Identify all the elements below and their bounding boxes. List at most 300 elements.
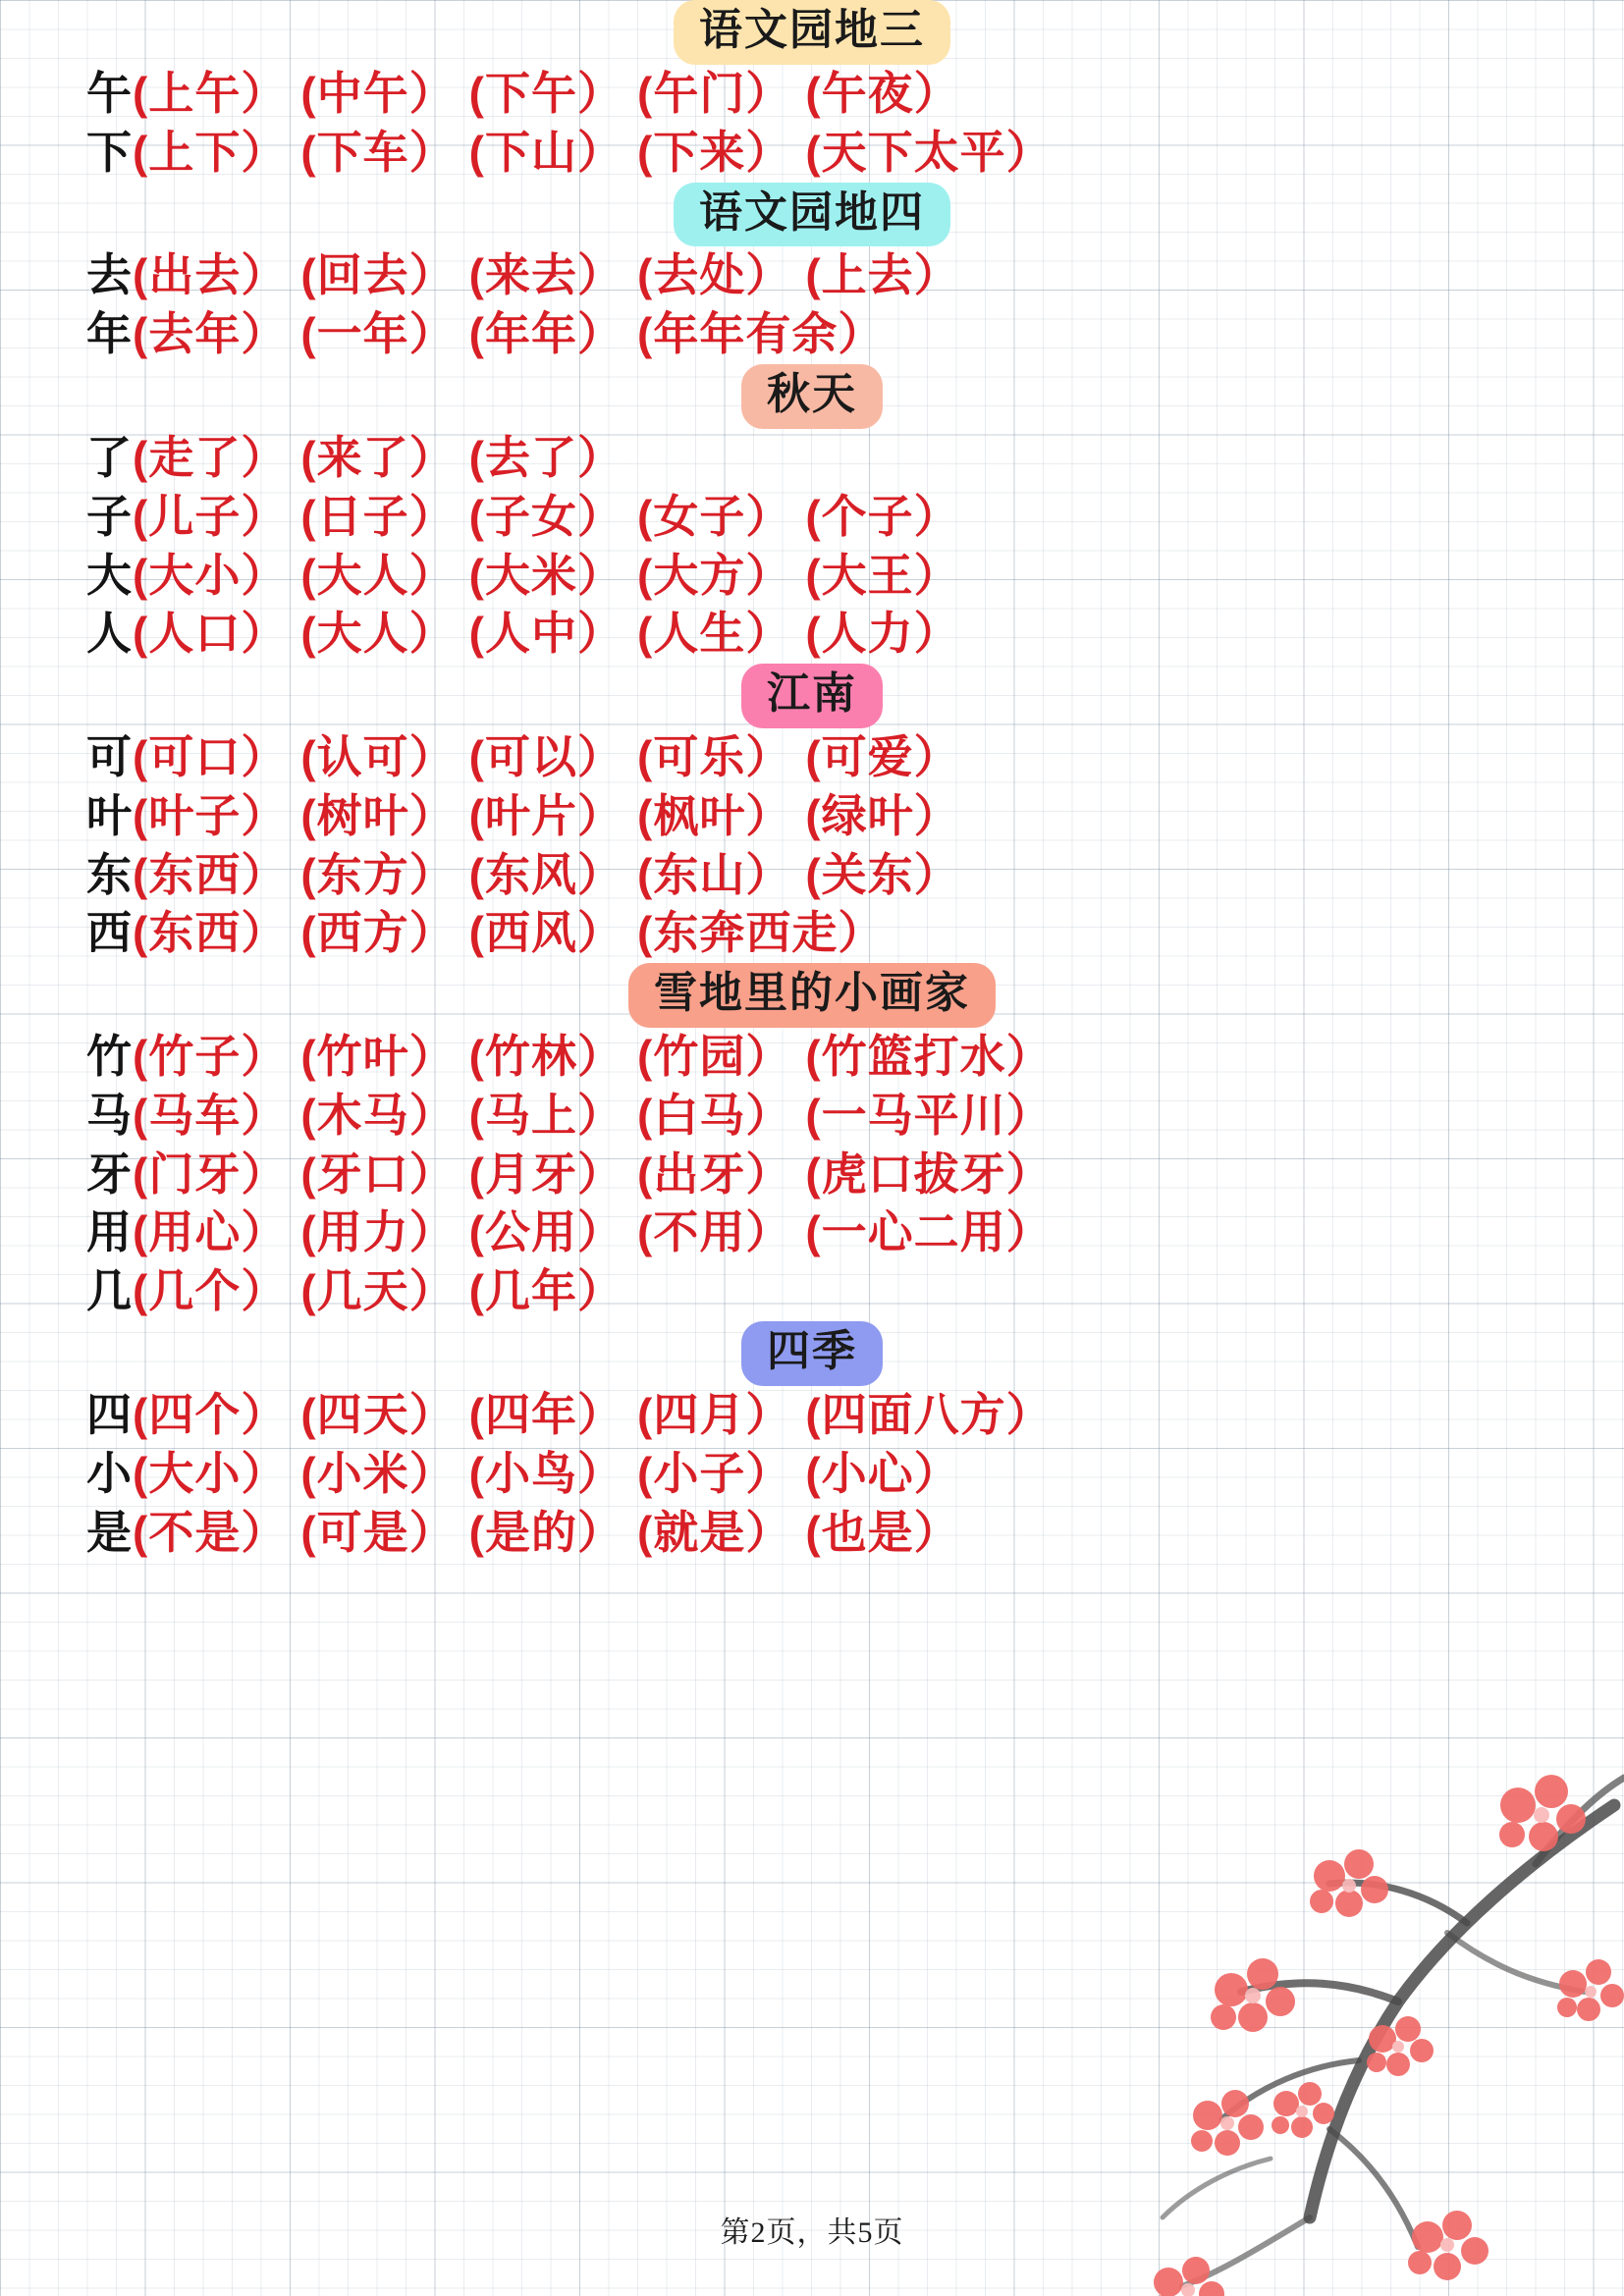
word-group — [805, 849, 959, 900]
word-group — [637, 608, 791, 659]
paren-close: ） — [913, 249, 960, 301]
word-group — [300, 1265, 455, 1316]
word-group — [469, 1265, 623, 1316]
paren-close: ） — [576, 907, 623, 959]
word-group — [133, 1031, 287, 1082]
word-text: 叶子 — [148, 789, 242, 841]
word-line — [0, 1386, 1624, 1445]
word-text: 竹林 — [484, 1031, 577, 1083]
paren-open: ( — [133, 308, 149, 360]
paren-open: ( — [300, 249, 317, 301]
word-text: 月牙 — [484, 1148, 577, 1200]
word-text: 西方 — [316, 907, 409, 959]
word-text: 西风 — [484, 907, 577, 959]
word-text: 树叶 — [316, 789, 409, 841]
paren-close: ） — [576, 848, 623, 900]
paren-open: ( — [468, 1388, 485, 1440]
word-group — [133, 731, 287, 782]
paren-open: ( — [636, 126, 654, 178]
paren-open: ( — [468, 308, 485, 360]
word-text: 就是 — [653, 1506, 746, 1558]
word-group — [805, 1148, 1052, 1200]
paren-close: ） — [576, 490, 623, 542]
line-head-character: 东 — [86, 848, 133, 900]
word-text: 日子 — [316, 490, 409, 542]
word-group — [805, 1507, 959, 1558]
word-text: 不用 — [653, 1206, 746, 1258]
word-text: 关东 — [821, 848, 914, 900]
paren-close: ） — [576, 1506, 623, 1558]
word-group — [805, 491, 959, 542]
paren-open: ( — [468, 1206, 485, 1258]
word-text: 下午 — [484, 67, 577, 119]
word-group — [637, 68, 791, 119]
word-group — [133, 127, 287, 178]
word-text: 午夜 — [821, 67, 914, 119]
paren-open: ( — [133, 789, 149, 841]
word-text: 大小 — [148, 549, 242, 601]
paren-open: ( — [636, 848, 654, 900]
word-text: 人生 — [653, 608, 746, 660]
word-group — [637, 1448, 791, 1499]
line-head-character: 下 — [86, 126, 133, 178]
paren-close: ） — [913, 1506, 960, 1558]
paren-open: ( — [133, 67, 149, 119]
word-group — [133, 308, 287, 359]
word-text: 几个 — [148, 1265, 242, 1317]
paren-open: ( — [805, 126, 822, 178]
word-text: 几天 — [316, 1265, 409, 1317]
paren-open: ( — [636, 67, 654, 119]
paren-open: ( — [805, 848, 822, 900]
word-line — [0, 1146, 1624, 1204]
paren-close: ） — [576, 731, 623, 782]
word-group — [469, 907, 623, 958]
word-group — [469, 127, 623, 178]
paren-close: ） — [745, 1447, 792, 1499]
word-text: 白马 — [653, 1089, 746, 1141]
paren-close: ） — [241, 126, 288, 178]
paren-open: ( — [300, 1031, 317, 1083]
paren-open: ( — [133, 1089, 149, 1141]
paren-open: ( — [300, 608, 317, 660]
paren-close: ） — [576, 1148, 623, 1200]
word-line — [0, 904, 1624, 963]
paren-close: ） — [408, 1506, 456, 1558]
line-head-character: 竹 — [86, 1031, 133, 1083]
paren-close: ） — [408, 308, 456, 360]
word-group — [469, 550, 623, 601]
word-text: 公用 — [484, 1206, 577, 1258]
paren-close: ） — [241, 731, 288, 782]
paren-open: ( — [805, 608, 822, 660]
word-text: 四天 — [316, 1388, 409, 1440]
paren-close: ） — [745, 1089, 792, 1141]
paren-open: ( — [468, 789, 485, 841]
word-text: 去年 — [148, 308, 242, 360]
paren-open: ( — [468, 249, 485, 301]
word-text: 竹叶 — [316, 1031, 409, 1083]
paren-open: ( — [300, 1148, 317, 1200]
word-line — [0, 728, 1624, 787]
word-line — [0, 429, 1624, 488]
section-header — [0, 364, 1624, 429]
paren-open: ( — [468, 1089, 485, 1141]
word-group — [469, 1090, 623, 1141]
word-group — [805, 1090, 1052, 1141]
word-group — [300, 1031, 455, 1082]
word-text: 竹篮打水 — [821, 1031, 1006, 1083]
paren-close: ） — [1005, 126, 1053, 178]
paren-close: ） — [913, 789, 960, 841]
word-text: 马车 — [148, 1089, 242, 1141]
word-line — [0, 124, 1624, 183]
word-line — [0, 246, 1624, 305]
paren-close: ） — [745, 848, 792, 900]
paren-open: ( — [636, 308, 654, 360]
paren-open: ( — [300, 1506, 317, 1558]
word-text: 几年 — [484, 1265, 577, 1317]
section-title-pill: 语文园地四 — [674, 183, 950, 247]
word-text: 大王 — [821, 549, 914, 601]
word-group — [805, 550, 959, 601]
word-text: 四年 — [484, 1388, 577, 1440]
paren-open: ( — [468, 1031, 485, 1083]
paren-close: ） — [241, 1089, 288, 1141]
paren-open: ( — [133, 1388, 149, 1440]
word-text: 不是 — [148, 1506, 242, 1558]
word-text: 天下太平 — [821, 126, 1006, 178]
word-group — [300, 849, 455, 900]
word-text: 出去 — [148, 249, 242, 301]
paren-close: ） — [745, 249, 792, 301]
word-text: 也是 — [821, 1506, 914, 1558]
paren-open: ( — [636, 789, 654, 841]
paren-close: ） — [745, 1506, 792, 1558]
word-group — [133, 1389, 287, 1440]
word-line — [0, 547, 1624, 606]
paren-open: ( — [805, 1388, 822, 1440]
paren-open: ( — [133, 249, 149, 301]
line-head-character: 马 — [86, 1089, 133, 1141]
word-group — [637, 249, 791, 300]
word-group — [133, 1507, 287, 1558]
word-line — [0, 846, 1624, 905]
word-group — [300, 1389, 455, 1440]
line-head-character: 午 — [86, 67, 133, 119]
word-group — [637, 849, 791, 900]
word-text: 东山 — [653, 848, 746, 900]
word-group — [300, 432, 455, 483]
paren-open: ( — [133, 1447, 149, 1499]
word-text: 东西 — [148, 848, 242, 900]
paren-open: ( — [805, 549, 822, 601]
word-text: 东奔西走 — [653, 907, 839, 959]
paren-close: ） — [576, 67, 623, 119]
paren-close: ） — [745, 608, 792, 660]
line-head-character: 几 — [86, 1265, 133, 1317]
word-group — [300, 1448, 455, 1499]
word-group — [469, 731, 623, 782]
word-group — [637, 308, 884, 359]
paren-close: ） — [576, 549, 623, 601]
word-text: 一心二用 — [821, 1206, 1006, 1258]
paren-close: ） — [241, 1506, 288, 1558]
word-group — [300, 608, 455, 659]
paren-open: ( — [133, 490, 149, 542]
paren-open: ( — [636, 1447, 654, 1499]
word-text: 小鸟 — [484, 1447, 577, 1499]
paren-close: ） — [408, 1148, 456, 1200]
word-group — [805, 68, 959, 119]
word-text: 四个 — [148, 1388, 242, 1440]
word-text: 回去 — [316, 249, 409, 301]
line-head-character: 牙 — [86, 1148, 133, 1200]
word-text: 可以 — [484, 731, 577, 782]
paren-open: ( — [805, 249, 822, 301]
word-group — [133, 790, 287, 841]
word-text: 绿叶 — [821, 789, 914, 841]
word-text: 人口 — [148, 608, 242, 660]
word-text: 中午 — [316, 67, 409, 119]
word-group — [469, 1148, 623, 1200]
word-text: 门牙 — [148, 1148, 242, 1200]
paren-open: ( — [468, 126, 485, 178]
paren-close: ） — [913, 608, 960, 660]
paren-close: ） — [408, 1447, 456, 1499]
word-text: 上午 — [148, 67, 242, 119]
paren-close: ） — [241, 431, 288, 483]
paren-open: ( — [805, 731, 822, 782]
word-group — [469, 491, 623, 542]
word-group — [637, 1389, 791, 1440]
paren-close: ） — [576, 608, 623, 660]
word-line — [0, 305, 1624, 364]
paren-open: ( — [805, 1148, 822, 1200]
word-line — [0, 1262, 1624, 1321]
paren-close: ） — [913, 490, 960, 542]
word-group — [469, 1031, 623, 1082]
line-head-character: 可 — [86, 731, 133, 782]
paren-open: ( — [805, 1447, 822, 1499]
word-text: 年年有余 — [653, 308, 839, 360]
page-footer: 第2页，共5页 — [720, 2216, 904, 2249]
paren-close: ） — [745, 1031, 792, 1083]
paren-open: ( — [300, 549, 317, 601]
word-text: 一年 — [316, 308, 409, 360]
paren-open: ( — [133, 1506, 149, 1558]
paren-close: ） — [408, 490, 456, 542]
paren-open: ( — [133, 1148, 149, 1200]
paren-close: ） — [1005, 1148, 1053, 1200]
paren-close: ） — [241, 67, 288, 119]
word-group — [300, 68, 455, 119]
paren-close: ） — [745, 731, 792, 782]
paren-open: ( — [133, 848, 149, 900]
word-text: 东方 — [316, 848, 409, 900]
paren-close: ） — [838, 907, 885, 959]
word-text: 子女 — [484, 490, 577, 542]
paren-close: ） — [408, 126, 456, 178]
word-group — [133, 1265, 287, 1316]
word-group — [300, 790, 455, 841]
word-group — [133, 491, 287, 542]
paren-close: ） — [408, 431, 456, 483]
paren-open: ( — [300, 1388, 317, 1440]
word-text: 是的 — [484, 1506, 577, 1558]
word-group — [300, 491, 455, 542]
word-text: 下来 — [653, 126, 746, 178]
paren-open: ( — [300, 126, 317, 178]
word-text: 下山 — [484, 126, 577, 178]
word-group — [300, 1148, 455, 1200]
word-group — [469, 1448, 623, 1499]
word-text: 午门 — [653, 67, 746, 119]
line-head-character: 四 — [86, 1388, 133, 1440]
word-text: 去处 — [653, 249, 746, 301]
paren-close: ） — [576, 1265, 623, 1317]
paren-close: ） — [1005, 1089, 1053, 1141]
word-text: 来了 — [316, 431, 409, 483]
word-text: 竹子 — [148, 1031, 242, 1083]
word-text: 用心 — [148, 1206, 242, 1258]
paren-open: ( — [468, 431, 485, 483]
word-group — [469, 608, 623, 659]
word-group — [133, 550, 287, 601]
line-head-character: 大 — [86, 549, 133, 601]
paren-open: ( — [636, 731, 654, 782]
paren-close: ） — [576, 1447, 623, 1499]
paren-open: ( — [468, 1148, 485, 1200]
word-text: 人中 — [484, 608, 577, 660]
paren-open: ( — [300, 490, 317, 542]
paren-close: ） — [241, 1206, 288, 1258]
paren-open: ( — [468, 490, 485, 542]
word-text: 女子 — [653, 490, 746, 542]
paren-open: ( — [133, 431, 149, 483]
paren-close: ） — [576, 1388, 623, 1440]
paren-open: ( — [805, 67, 822, 119]
line-head-character: 是 — [86, 1506, 133, 1558]
paren-close: ） — [241, 1148, 288, 1200]
paren-open: ( — [468, 549, 485, 601]
paren-open: ( — [300, 1089, 317, 1141]
word-text: 人力 — [821, 608, 914, 660]
word-text: 可爱 — [821, 731, 914, 782]
paren-open: ( — [636, 1089, 654, 1141]
line-head-character: 去 — [86, 249, 133, 301]
word-line — [0, 1087, 1624, 1146]
paren-close: ） — [913, 549, 960, 601]
paren-open: ( — [133, 1265, 149, 1317]
paren-close: ） — [241, 1447, 288, 1499]
paren-close: ） — [1005, 1031, 1053, 1083]
paren-open: ( — [133, 608, 149, 660]
word-text: 四面八方 — [821, 1388, 1006, 1440]
word-group — [805, 608, 959, 659]
word-group — [469, 849, 623, 900]
word-text: 走了 — [148, 431, 242, 483]
word-group — [300, 731, 455, 782]
word-group — [300, 308, 455, 359]
paren-close: ） — [913, 731, 960, 782]
paren-close: ） — [913, 67, 960, 119]
paren-close: ） — [745, 789, 792, 841]
paren-close: ） — [576, 126, 623, 178]
word-group — [300, 249, 455, 300]
word-line — [0, 488, 1624, 547]
word-text: 来去 — [484, 249, 577, 301]
section-header — [0, 664, 1624, 728]
word-text: 认可 — [316, 731, 409, 782]
paren-close: ） — [745, 549, 792, 601]
word-group — [805, 1389, 1052, 1440]
word-line — [0, 1504, 1624, 1563]
paren-open: ( — [805, 1089, 822, 1141]
word-group — [805, 1448, 959, 1499]
word-group — [637, 550, 791, 601]
word-group — [637, 1090, 791, 1141]
paren-close: ） — [241, 608, 288, 660]
paren-open: ( — [636, 608, 654, 660]
paren-close: ） — [408, 731, 456, 782]
word-group — [637, 127, 791, 178]
word-group — [469, 432, 623, 483]
line-head-character: 西 — [86, 907, 133, 959]
word-group — [469, 1389, 623, 1440]
paren-close: ） — [576, 249, 623, 301]
word-group — [133, 249, 287, 300]
word-text: 可是 — [316, 1506, 409, 1558]
paren-close: ） — [408, 789, 456, 841]
paren-open: ( — [636, 907, 654, 959]
paren-open: ( — [636, 1148, 654, 1200]
paren-open: ( — [468, 731, 485, 782]
word-text: 儿子 — [148, 490, 242, 542]
word-group — [469, 308, 623, 359]
word-text: 小心 — [821, 1447, 914, 1499]
paren-close: ） — [745, 1388, 792, 1440]
paren-open: ( — [468, 1447, 485, 1499]
word-text: 东风 — [484, 848, 577, 900]
word-group — [300, 1206, 455, 1257]
paren-close: ） — [576, 1031, 623, 1083]
word-text: 出牙 — [653, 1148, 746, 1200]
word-text: 小米 — [316, 1447, 409, 1499]
paren-close: ） — [913, 1447, 960, 1499]
paren-close: ） — [408, 608, 456, 660]
paren-close: ） — [745, 1148, 792, 1200]
paren-open: ( — [300, 1206, 317, 1258]
word-text: 大方 — [653, 549, 746, 601]
word-group — [133, 68, 287, 119]
paren-close: ） — [408, 1265, 456, 1317]
word-text: 竹园 — [653, 1031, 746, 1083]
paren-open: ( — [133, 1031, 149, 1083]
word-text: 木马 — [316, 1089, 409, 1141]
paren-close: ） — [913, 848, 960, 900]
word-group — [469, 1507, 623, 1558]
word-text: 去了 — [484, 431, 577, 483]
paren-close: ） — [241, 308, 288, 360]
section-header — [0, 963, 1624, 1028]
paren-open: ( — [805, 490, 822, 542]
paren-open: ( — [636, 1388, 654, 1440]
paren-close: ） — [1005, 1206, 1053, 1258]
paren-close: ） — [408, 549, 456, 601]
paren-close: ） — [408, 67, 456, 119]
word-text: 叶片 — [484, 789, 577, 841]
